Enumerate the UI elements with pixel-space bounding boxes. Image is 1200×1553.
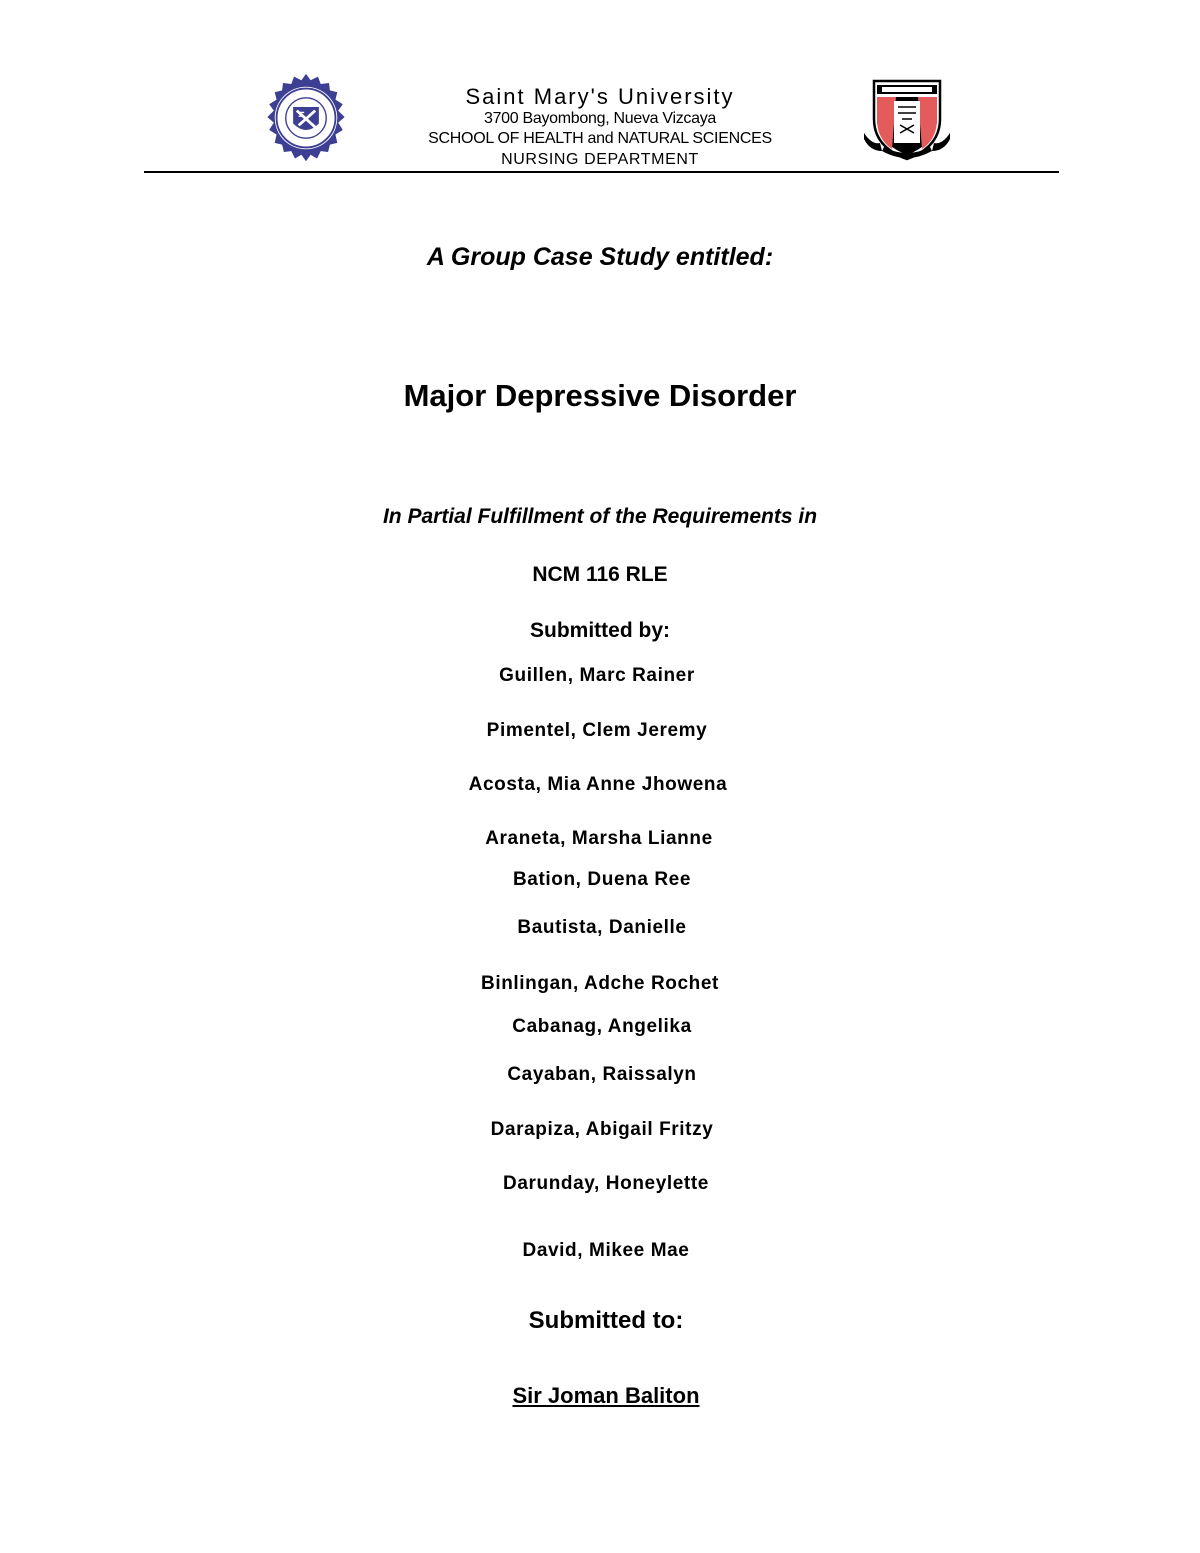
department-crest-icon [862, 73, 952, 165]
member-name: Cayaban, Raissalyn [507, 1064, 697, 1085]
member-name: Cabanag, Angelika [512, 1016, 692, 1037]
department-name: NURSING DEPARTMENT [501, 151, 699, 168]
member-name: Araneta, Marsha Lianne [485, 828, 713, 849]
member-name: Binlingan, Adche Rochet [481, 973, 719, 994]
member-name: Acosta, Mia Anne Jhowena [468, 774, 728, 795]
header-divider [144, 171, 1059, 173]
fulfillment-statement: In Partial Fulfillment of the Requirements in [382, 505, 818, 528]
case-study-intro: A Group Case Study entitled: [426, 243, 774, 271]
member-name: Bation, Duena Ree [512, 869, 692, 890]
member-name: Darunday, Honeylette [503, 1173, 709, 1194]
document-title: Major Depressive Disorder [403, 378, 797, 413]
member-name: David, Mikee Mae [522, 1240, 690, 1261]
school-name: SCHOOL OF HEALTH and NATURAL SCIENCES [428, 130, 772, 147]
submitted-by-label: Submitted by: [530, 619, 670, 642]
advisor-name: Sir Joman Baliton [512, 1383, 700, 1408]
member-name: Guillen, Marc Rainer [499, 665, 695, 686]
member-name: Darapiza, Abigail Fritzy [490, 1119, 714, 1140]
course-code: NCM 116 RLE [532, 563, 668, 586]
submitted-to-label: Submitted to: [528, 1307, 684, 1334]
member-name: Pimentel, Clem Jeremy [486, 720, 708, 741]
member-name: Bautista, Danielle [517, 917, 687, 938]
university-name: Saint Mary's University [465, 84, 735, 109]
university-address: 3700 Bayombong, Nueva Vizcaya [483, 110, 717, 127]
